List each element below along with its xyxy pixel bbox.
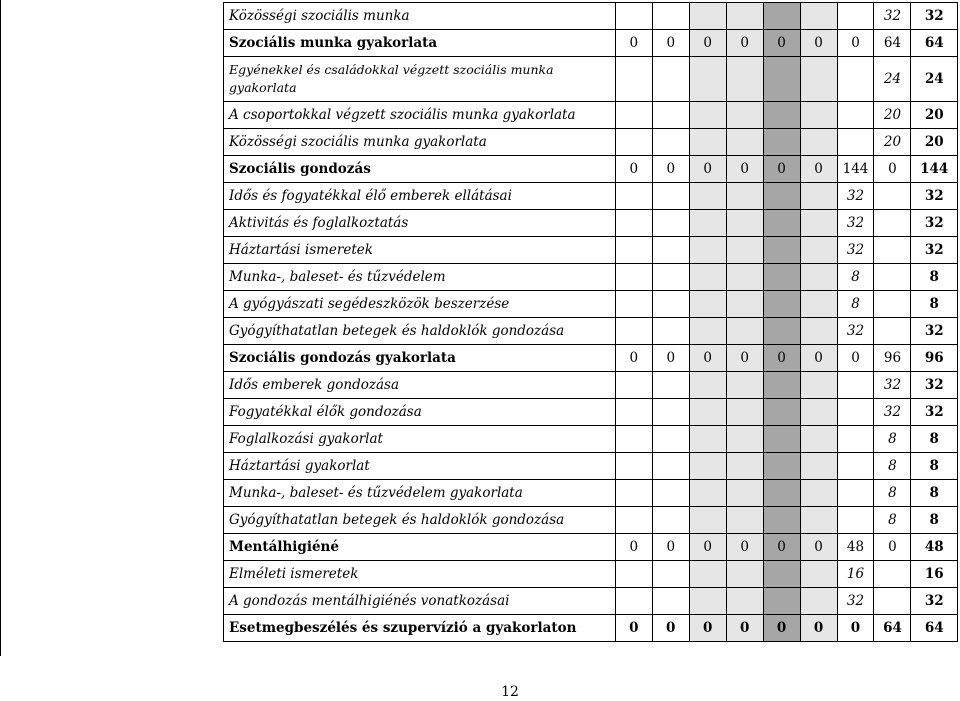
- hours-cell: 32: [837, 588, 874, 615]
- subject-name: A csoportokkal végzett szociális munka gyakorlata: [224, 102, 616, 129]
- total-hours-cell: 32: [911, 372, 958, 399]
- table-row: [224, 345, 958, 372]
- hours-cell: [763, 426, 800, 453]
- hours-cell: [615, 372, 652, 399]
- hours-cell: [652, 102, 689, 129]
- hours-cell: 0: [689, 345, 726, 372]
- total-hours-cell: 16: [911, 561, 958, 588]
- hours-cell: 0: [800, 30, 837, 57]
- hours-cell: [615, 399, 652, 426]
- subject-name: Elméleti ismeretek: [224, 561, 616, 588]
- hours-cell: [837, 480, 874, 507]
- hours-cell: [763, 291, 800, 318]
- hours-cell: 0: [726, 30, 763, 57]
- hours-cell: [763, 399, 800, 426]
- hours-cell: [874, 237, 911, 264]
- hours-cell: 64: [874, 615, 911, 642]
- hours-cell: [652, 57, 689, 102]
- hours-cell: [615, 453, 652, 480]
- hours-cell: 8: [837, 264, 874, 291]
- table-row: [224, 507, 958, 534]
- hours-cell: [615, 561, 652, 588]
- hours-cell: [800, 57, 837, 102]
- hours-cell: [652, 588, 689, 615]
- hours-cell: [763, 183, 800, 210]
- hours-cell: 24: [874, 57, 911, 102]
- hours-cell: [689, 507, 726, 534]
- hours-cell: [800, 507, 837, 534]
- hours-cell: [689, 399, 726, 426]
- hours-cell: [615, 102, 652, 129]
- hours-cell: [615, 57, 652, 102]
- hours-cell: 0: [652, 534, 689, 561]
- hours-cell: [689, 318, 726, 345]
- table-row: [224, 129, 958, 156]
- hours-cell: [800, 291, 837, 318]
- hours-cell: [652, 129, 689, 156]
- hours-cell: [615, 318, 652, 345]
- hours-cell: [689, 372, 726, 399]
- hours-cell: [763, 318, 800, 345]
- hours-cell: 16: [837, 561, 874, 588]
- hours-cell: 0: [689, 534, 726, 561]
- total-hours-cell: 64: [911, 30, 958, 57]
- subject-name: Gyógyíthatatlan betegek és haldoklók gondozása: [224, 507, 616, 534]
- hours-cell: [726, 102, 763, 129]
- subject-name: Munka-, baleset- és tűzvédelem gyakorlata: [224, 480, 616, 507]
- subject-name: Idős emberek gondozása: [224, 372, 616, 399]
- hours-cell: [726, 426, 763, 453]
- hours-cell: [689, 264, 726, 291]
- hours-cell: [763, 453, 800, 480]
- hours-cell: [689, 291, 726, 318]
- hours-cell: [763, 480, 800, 507]
- hours-cell: [726, 210, 763, 237]
- hours-cell: [726, 507, 763, 534]
- total-hours-cell: 20: [911, 102, 958, 129]
- hours-cell: 0: [837, 345, 874, 372]
- hours-cell: [800, 372, 837, 399]
- subject-name: Szociális munka gyakorlata: [224, 30, 616, 57]
- subject-name: Esetmegbeszélés és szupervízió a gyakorlaton: [224, 615, 616, 642]
- hours-cell: 0: [763, 615, 800, 642]
- left-border-line: [0, 0, 1, 656]
- hours-cell: 32: [837, 237, 874, 264]
- hours-cell: 0: [763, 345, 800, 372]
- hours-cell: [726, 183, 763, 210]
- page-number: 12: [501, 684, 519, 700]
- hours-cell: 0: [800, 345, 837, 372]
- hours-cell: [689, 453, 726, 480]
- hours-cell: 8: [874, 453, 911, 480]
- hours-cell: [800, 237, 837, 264]
- hours-cell: 0: [689, 615, 726, 642]
- hours-cell: [837, 57, 874, 102]
- table-row: [224, 426, 958, 453]
- hours-cell: [837, 453, 874, 480]
- hours-cell: [689, 102, 726, 129]
- hours-cell: 0: [874, 534, 911, 561]
- hours-cell: [800, 561, 837, 588]
- hours-cell: 0: [615, 30, 652, 57]
- hours-cell: [726, 399, 763, 426]
- hours-cell: 0: [874, 156, 911, 183]
- hours-cell: [726, 480, 763, 507]
- curriculum-hours-table: [223, 2, 958, 642]
- hours-cell: [726, 57, 763, 102]
- hours-cell: 0: [652, 615, 689, 642]
- hours-cell: 20: [874, 102, 911, 129]
- hours-cell: [837, 426, 874, 453]
- table-row: [224, 480, 958, 507]
- hours-cell: [689, 480, 726, 507]
- hours-cell: [763, 264, 800, 291]
- hours-cell: 32: [874, 3, 911, 30]
- hours-cell: 96: [874, 345, 911, 372]
- hours-cell: 48: [837, 534, 874, 561]
- hours-cell: 0: [615, 345, 652, 372]
- hours-cell: 0: [726, 345, 763, 372]
- total-hours-cell: 144: [911, 156, 958, 183]
- hours-cell: [800, 426, 837, 453]
- total-hours-cell: 20: [911, 129, 958, 156]
- hours-cell: 0: [800, 615, 837, 642]
- hours-cell: [615, 480, 652, 507]
- table-row: [224, 102, 958, 129]
- hours-cell: [763, 3, 800, 30]
- hours-cell: 8: [837, 291, 874, 318]
- hours-cell: 0: [800, 156, 837, 183]
- total-hours-cell: 32: [911, 399, 958, 426]
- subject-name: Mentálhigiéné: [224, 534, 616, 561]
- hours-cell: [615, 426, 652, 453]
- hours-cell: [837, 129, 874, 156]
- hours-cell: [689, 210, 726, 237]
- hours-cell: 32: [837, 183, 874, 210]
- hours-cell: 0: [615, 534, 652, 561]
- hours-cell: [874, 588, 911, 615]
- hours-cell: [652, 183, 689, 210]
- hours-cell: [615, 210, 652, 237]
- hours-cell: [652, 561, 689, 588]
- total-hours-cell: 32: [911, 183, 958, 210]
- total-hours-cell: 24: [911, 57, 958, 102]
- hours-cell: 0: [689, 156, 726, 183]
- hours-cell: [615, 237, 652, 264]
- total-hours-cell: 48: [911, 534, 958, 561]
- hours-cell: [652, 291, 689, 318]
- hours-cell: [726, 129, 763, 156]
- hours-cell: [763, 129, 800, 156]
- total-hours-cell: 8: [911, 480, 958, 507]
- table-row: [224, 291, 958, 318]
- hours-cell: [800, 102, 837, 129]
- hours-cell: [615, 291, 652, 318]
- subject-name: Egyénekkel és családokkal végzett szociális munka gyakorlata: [224, 57, 616, 102]
- hours-cell: [726, 453, 763, 480]
- hours-cell: [874, 210, 911, 237]
- hours-cell: [800, 210, 837, 237]
- hours-cell: 0: [652, 345, 689, 372]
- total-hours-cell: 8: [911, 453, 958, 480]
- hours-cell: [800, 129, 837, 156]
- hours-cell: 0: [763, 156, 800, 183]
- table-row: [224, 588, 958, 615]
- hours-cell: [874, 291, 911, 318]
- table-row: [224, 183, 958, 210]
- subject-name: Aktivitás és foglalkoztatás: [224, 210, 616, 237]
- total-hours-cell: 8: [911, 291, 958, 318]
- hours-cell: [689, 588, 726, 615]
- hours-cell: [689, 183, 726, 210]
- subject-name: Közösségi szociális munka: [224, 3, 616, 30]
- total-hours-cell: 32: [911, 588, 958, 615]
- hours-cell: [800, 588, 837, 615]
- hours-cell: [800, 183, 837, 210]
- hours-cell: [652, 507, 689, 534]
- total-hours-cell: 32: [911, 210, 958, 237]
- table-row: [224, 264, 958, 291]
- table-row: [224, 30, 958, 57]
- hours-cell: [763, 210, 800, 237]
- hours-cell: [763, 507, 800, 534]
- subject-name: Gyógyíthatatlan betegek és haldoklók gondozása: [224, 318, 616, 345]
- hours-cell: 32: [874, 399, 911, 426]
- hours-cell: [837, 3, 874, 30]
- hours-cell: [652, 453, 689, 480]
- hours-cell: [726, 3, 763, 30]
- hours-cell: [800, 3, 837, 30]
- subject-name: Szociális gondozás gyakorlata: [224, 345, 616, 372]
- hours-cell: [763, 102, 800, 129]
- hours-cell: [837, 507, 874, 534]
- hours-cell: [874, 318, 911, 345]
- hours-cell: [652, 264, 689, 291]
- total-hours-cell: 96: [911, 345, 958, 372]
- hours-cell: 0: [652, 156, 689, 183]
- hours-cell: [689, 561, 726, 588]
- total-hours-cell: 32: [911, 318, 958, 345]
- hours-cell: [800, 480, 837, 507]
- hours-cell: 0: [763, 30, 800, 57]
- hours-cell: 32: [874, 372, 911, 399]
- hours-cell: [652, 426, 689, 453]
- table-row: [224, 210, 958, 237]
- hours-cell: [800, 318, 837, 345]
- hours-cell: [689, 3, 726, 30]
- table-row: [224, 237, 958, 264]
- hours-cell: [874, 183, 911, 210]
- subject-name: Szociális gondozás: [224, 156, 616, 183]
- hours-cell: 144: [837, 156, 874, 183]
- hours-cell: [615, 129, 652, 156]
- hours-cell: 20: [874, 129, 911, 156]
- total-hours-cell: 32: [911, 3, 958, 30]
- subject-name: A gondozás mentálhigiénés vonatkozásai: [224, 588, 616, 615]
- table-row: [224, 453, 958, 480]
- hours-cell: [874, 264, 911, 291]
- subject-name: Foglalkozási gyakorlat: [224, 426, 616, 453]
- hours-cell: 0: [800, 534, 837, 561]
- subject-name: Munka-, baleset- és tűzvédelem: [224, 264, 616, 291]
- table-row: [224, 399, 958, 426]
- hours-cell: 0: [652, 30, 689, 57]
- hours-cell: [726, 291, 763, 318]
- hours-cell: [615, 264, 652, 291]
- hours-cell: [763, 588, 800, 615]
- hours-cell: 8: [874, 507, 911, 534]
- subject-name: Fogyatékkal élők gondozása: [224, 399, 616, 426]
- table-row: [224, 561, 958, 588]
- table-row: [224, 615, 958, 642]
- hours-cell: [689, 426, 726, 453]
- subject-name: A gyógyászati segédeszközök beszerzése: [224, 291, 616, 318]
- hours-cell: [726, 372, 763, 399]
- total-hours-cell: 8: [911, 426, 958, 453]
- hours-cell: 32: [837, 210, 874, 237]
- hours-cell: [874, 561, 911, 588]
- hours-cell: [763, 372, 800, 399]
- hours-cell: 8: [874, 480, 911, 507]
- hours-cell: [689, 57, 726, 102]
- hours-cell: [763, 561, 800, 588]
- hours-cell: 8: [874, 426, 911, 453]
- subject-name: Idős és fogyatékkal élő emberek ellátásai: [224, 183, 616, 210]
- hours-cell: [763, 237, 800, 264]
- hours-cell: [689, 129, 726, 156]
- hours-cell: 0: [837, 615, 874, 642]
- hours-cell: [800, 453, 837, 480]
- total-hours-cell: 8: [911, 507, 958, 534]
- hours-cell: [652, 237, 689, 264]
- hours-cell: [689, 237, 726, 264]
- hours-cell: [615, 588, 652, 615]
- hours-cell: [652, 318, 689, 345]
- hours-cell: [726, 318, 763, 345]
- hours-cell: 0: [615, 156, 652, 183]
- subject-name: Háztartási gyakorlat: [224, 453, 616, 480]
- hours-cell: 0: [689, 30, 726, 57]
- hours-cell: 0: [726, 534, 763, 561]
- hours-cell: 0: [726, 156, 763, 183]
- hours-cell: 0: [726, 615, 763, 642]
- total-hours-cell: 8: [911, 264, 958, 291]
- hours-cell: [800, 399, 837, 426]
- table-row: [224, 57, 958, 102]
- hours-cell: 64: [874, 30, 911, 57]
- hours-cell: [652, 480, 689, 507]
- hours-cell: 0: [837, 30, 874, 57]
- hours-cell: [652, 399, 689, 426]
- hours-cell: [726, 264, 763, 291]
- hours-cell: [837, 399, 874, 426]
- subject-name: Közösségi szociális munka gyakorlata: [224, 129, 616, 156]
- total-hours-cell: 64: [911, 615, 958, 642]
- total-hours-cell: 32: [911, 237, 958, 264]
- subject-name: Háztartási ismeretek: [224, 237, 616, 264]
- hours-cell: [652, 210, 689, 237]
- hours-cell: 32: [837, 318, 874, 345]
- hours-cell: [726, 237, 763, 264]
- hours-cell: [652, 372, 689, 399]
- hours-cell: [837, 372, 874, 399]
- table-row: [224, 372, 958, 399]
- hours-cell: [615, 3, 652, 30]
- table-row: [224, 3, 958, 30]
- hours-cell: [837, 102, 874, 129]
- hours-cell: [615, 507, 652, 534]
- table-row: [224, 534, 958, 561]
- hours-cell: [652, 3, 689, 30]
- hours-cell: [800, 264, 837, 291]
- hours-cell: 0: [763, 534, 800, 561]
- hours-cell: [763, 57, 800, 102]
- hours-cell: [726, 561, 763, 588]
- hours-cell: 0: [615, 615, 652, 642]
- hours-cell: [615, 183, 652, 210]
- table-row: [224, 156, 958, 183]
- hours-cell: [726, 588, 763, 615]
- table-row: [224, 318, 958, 345]
